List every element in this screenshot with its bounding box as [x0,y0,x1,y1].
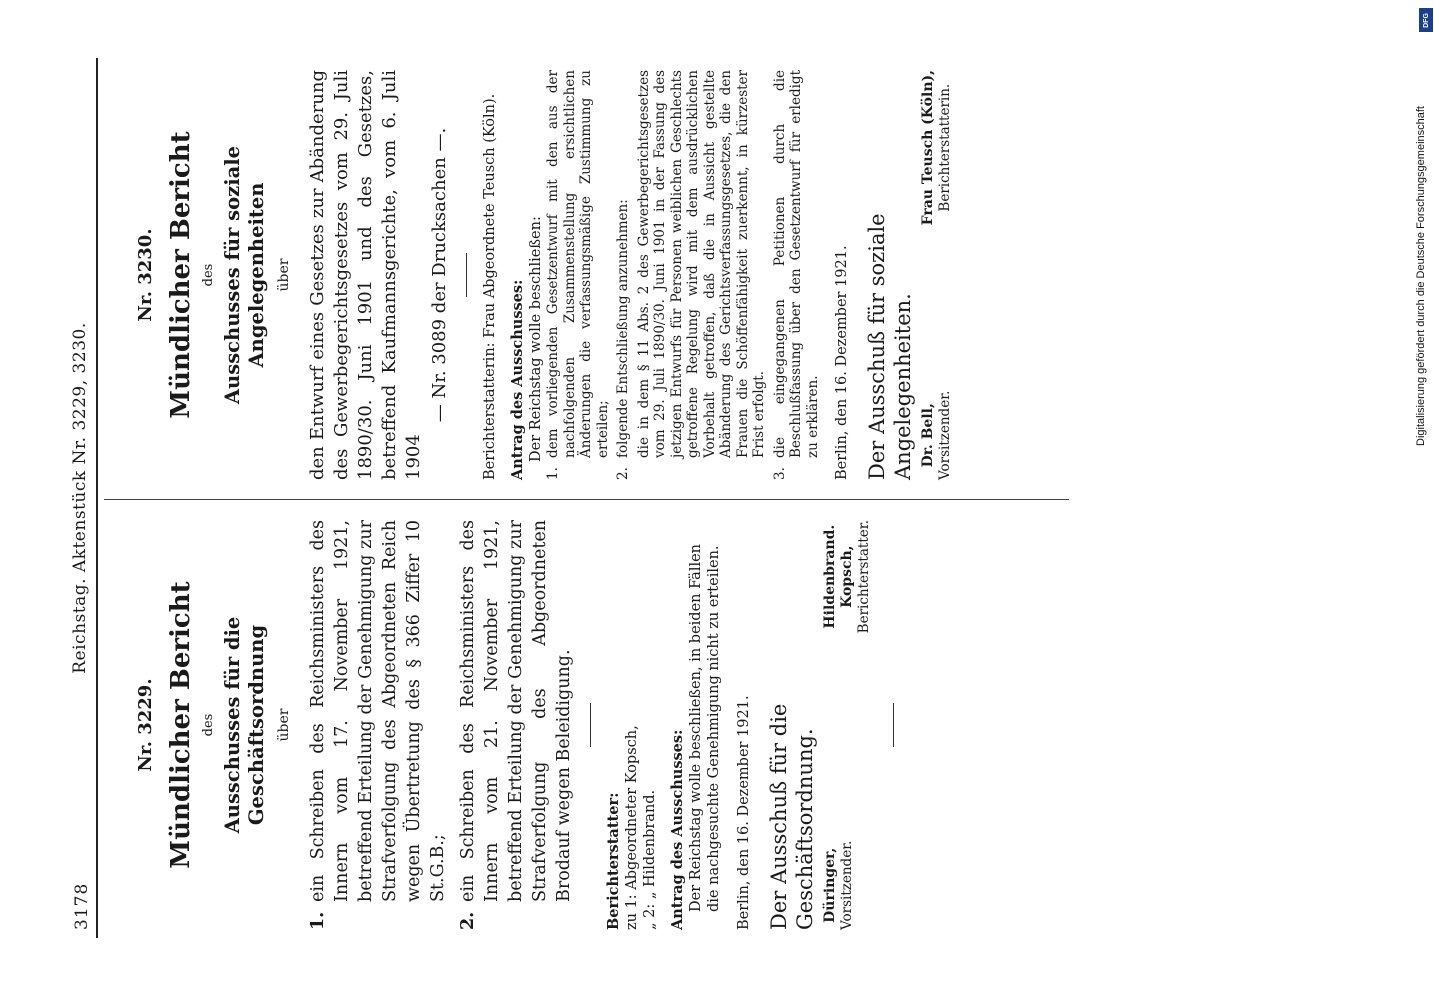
date-line: Berlin, den 16. Dezember 1921. [736,695,752,930]
berichterstatterin: Berichterstatterin: Frau Abgeordnete Teusch (Köln). [482,93,498,480]
rapporteur-name: Hildenbrand. [822,524,838,629]
dfg-credit [1412,6,1430,546]
resolution-item [545,70,611,480]
committee-signoff: Der Ausschuß für die Geschäftsordnung. [767,703,817,930]
chair-role: Vorsitzender. [839,840,855,930]
resolution-item [615,70,632,480]
signatures [822,520,873,930]
berichterstatter-label: Berichterstatter: [605,792,622,930]
uber-label: über [276,258,292,292]
signature-rapporteur [920,70,954,225]
draft-law-title: den Entwurf eines Gesetzes zur Abänderung des Gewerbegerichtsgesetzes vom 29. Juli 1890/30. Juni 1901 und des Gesetzes, betreffend Kaufmannsgerichte, vom 6. Juli 1904 [307,70,424,480]
agenda-item [306,520,450,930]
rapporteur-role: Berichterstatterin. [937,83,953,212]
committee-signoff: Der Ausschuß für soziale Angelegenheiten. [865,213,915,480]
separator [893,703,894,747]
berichterstatter-1: zu 1: Abgeordneter Kopsch, [624,725,640,930]
signature-chair [920,391,954,480]
header-rule [96,58,98,938]
page-number: 3178 [72,882,92,930]
item-text: ein Schreiben des Reichsministers des Innern vom 21. November 1921, betreffend Erteilung der Genehmigung zur Strafverfolgung des Abgeordneten Brodauf wegen Beleidigung. [458,520,574,902]
report-3229 [136,520,908,930]
resolution-number: 1. [545,467,561,480]
rapporteur-name-2: Kopsch, [839,545,855,608]
resolution-item [772,70,822,480]
report-title: Mündlicher Bericht [166,131,196,419]
signature-rapporteurs [822,520,873,633]
dfg-logo: DFG [1419,8,1433,32]
rapporteur-role: Berichterstatter. [856,520,872,634]
antrag-label: Antrag des Ausschusses: [669,729,686,930]
signature-chair [822,841,873,930]
separator [590,703,591,747]
chair-name: Düringer, [822,847,838,923]
chair-name: Dr. Bell, [920,403,936,468]
antrag-text: Der Reichstag wolle beschließen, in beiden Fällen die nachgesuchte Genehmigung nicht zu erteilen. [688,543,722,912]
report-number: Nr. 3230. [135,228,156,322]
resolution-number: 2. [615,467,631,480]
des-label: des [201,263,216,287]
berichterstatter-2: „ 2: „ Hildenbrand. [642,789,658,930]
date-line: Berlin, den 16. Dezember 1921. [834,245,850,480]
dfg-credit-text: Digitalisierung gefördert durch die Deutsche Forschungsgemeinschaft [1415,106,1427,446]
resolution-text: folgende Entschließung anzunehmen: [615,199,631,458]
drucksache-ref: — Nr. 3089 der Drucksachen —. [429,127,450,423]
rapporteur-name: Frau Teusch (Köln), [920,70,936,226]
report-title: Mündlicher Bericht [166,581,196,869]
uber-label: über [276,708,292,742]
report-3230 [136,70,954,480]
chair-role: Vorsitzender. [937,390,953,480]
report-number: Nr. 3229. [135,678,156,772]
entschliessung-text: die in dem § 11 Abs. 2 des Gewerbegerichtsgesetzes vom 29. Juli 1890/30. Juni 1901 in der Fassung des jetzigen Entwurfs für Personen weiblichen Geschlechts getroffene Regelung wird mit dem ausdrücklichen Vorbehalt getroffen, daß die in Aussicht gestellte Abänderung des Gerichtsverfassungsgesetzes, die den Frauen die Schöffenfähigkeit zuerkennt, in kürzester Frist erfolgt. [635,70,767,458]
signatures [920,70,954,480]
committee-name: Ausschusses für soziale Angelegenheiten [221,145,268,405]
item-number: 1. [308,911,328,930]
item-number: 2. [458,911,478,930]
committee-name: Ausschusses für die Geschäftsordnung [221,616,268,834]
item-text: ein Schreiben des Reichsministers des Innern vom 17. November 1921, betreffend Erteilung der Genehmigung zur Strafverfolgung des Abgeordneten Reich wegen Übertretung des § 366 Ziffer 10 St.G.B.; [308,520,448,902]
resolution-text: die eingegangenen Petitionen durch die Beschlußfassung über den Gesetzentwurf für erledigt zu erklären. [771,70,821,458]
antrag-label: Antrag des Ausschusses: [509,279,526,480]
resolution-number: 3. [771,467,788,480]
separator [466,253,467,297]
running-title: Reichstag. Aktenstück Nr. 3229, 3230. [70,322,90,674]
page-header [70,58,96,938]
agenda-item [456,520,576,930]
resolution-text: dem vorliegenden Gesetzentwurf mit den aus der nachfolgenden Zusammenstellung ersichtlichen Änderungen die verfassungsmäßige Zustimmung zu erteilen; [545,70,611,458]
des-label: des [201,713,216,737]
column-divider [104,499,1069,500]
antrag-intro: Der Reichstag wolle beschließen: [528,216,544,462]
